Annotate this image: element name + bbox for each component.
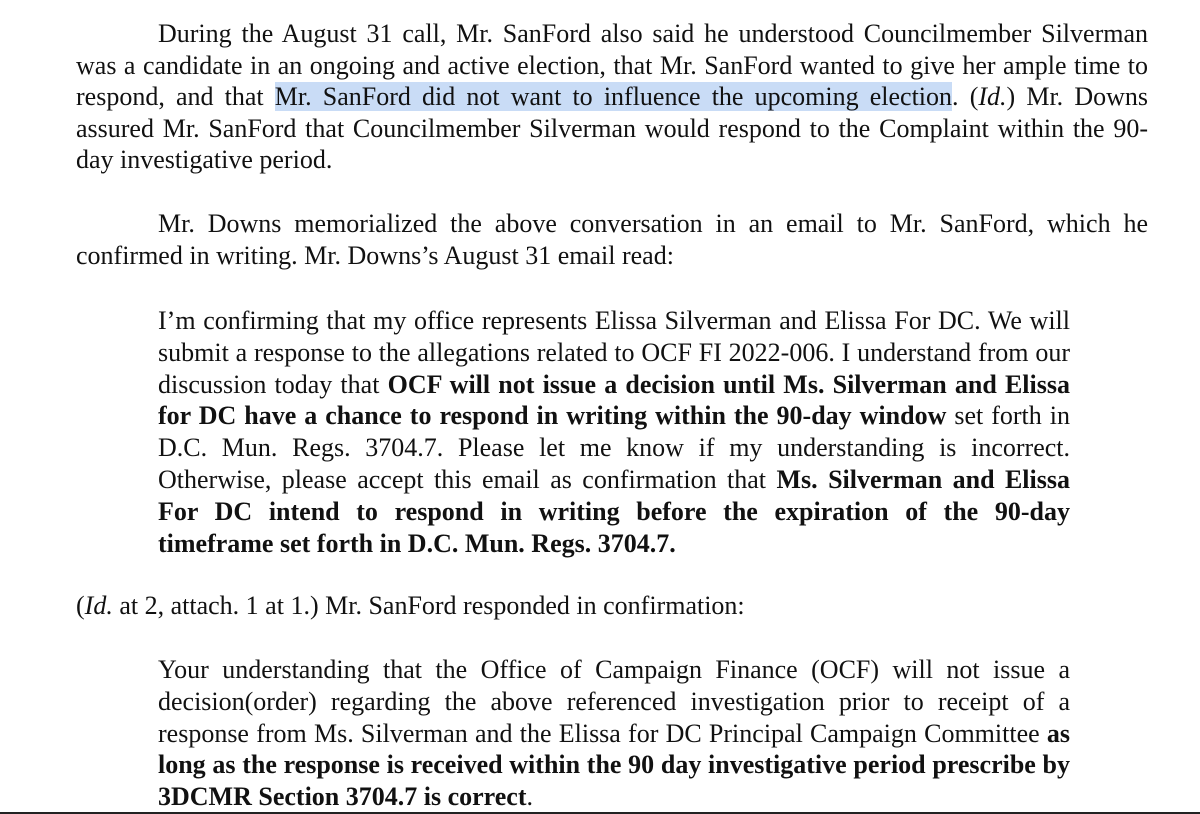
paragraph-august-31-call <box>76 18 1148 176</box>
paragraph-text: During the August 31 call, Mr. SanFord also said he understood Councilmember Silverman was a candidate in an ongoing and active election, that Mr. SanFord wanted to give her ample time to respond, and that <box>76 19 1148 111</box>
paragraph-text: . ( <box>952 82 979 111</box>
blockquote-sanford-response <box>158 654 1070 813</box>
paragraph-text: ( <box>76 591 85 620</box>
paragraph-text: Mr. Downs memorialized the above conversation in an email to Mr. SanFord, which he confirmed in writing. Mr. Downs’s August 31 email read: <box>76 209 1148 270</box>
highlighted-text[interactable]: Mr. SanFord did not want to influence the upcoming election <box>274 82 953 111</box>
quote-text: I’m confirming that my office represents Elissa Silverman and Elissa For DC. We will submit a response to the allegations related to OCF FI 2022-006. I understand from our discussion today that <box>158 306 1070 399</box>
quote-bold-text: OCF will not issue a decision until Ms. Silverman and Elissa for DC have a chance to respond in writing within the 90-day window <box>158 369 1070 431</box>
blockquote-downs-email <box>158 305 1070 559</box>
quote-text: . <box>526 782 533 812</box>
paragraph-text: ) Mr. Downs assured Mr. SanFord that Councilmember Silverman would respond to the Complaint within the 90-day investigative period. <box>76 82 1148 174</box>
quote-bold-text: as long as the response is received within the 90 day investigative period prescribe by 3DCMR Section 3704.7 is correct <box>158 718 1070 812</box>
quote-bold-text: Ms. Silverman and Elissa For DC intend to respond in writing before the expiration of the 90-day timeframe set forth in D.C. Mun. Regs. 3704.7. <box>158 464 1070 558</box>
paragraph-citation <box>76 590 1148 622</box>
paragraph-text: at 2, attach. 1 at 1.) Mr. SanFord responded in confirmation: <box>112 591 745 620</box>
citation-id: Id. <box>84 591 113 620</box>
paragraph-memorialized <box>76 208 1148 271</box>
quote-text: Your understanding that the Office of Campaign Finance (OCF) will not issue a decision(order) regarding the above referenced investigation prior to receipt of a response from Ms. Silverman and the Elissa for DC Principal Campaign Committee <box>158 655 1070 748</box>
citation-id: Id. <box>978 82 1007 111</box>
quote-text: set forth in D.C. Mun. Regs. 3704.7. Please let me know if my understanding is incorrect. Otherwise, please accept this email as confirmation that <box>158 401 1070 494</box>
